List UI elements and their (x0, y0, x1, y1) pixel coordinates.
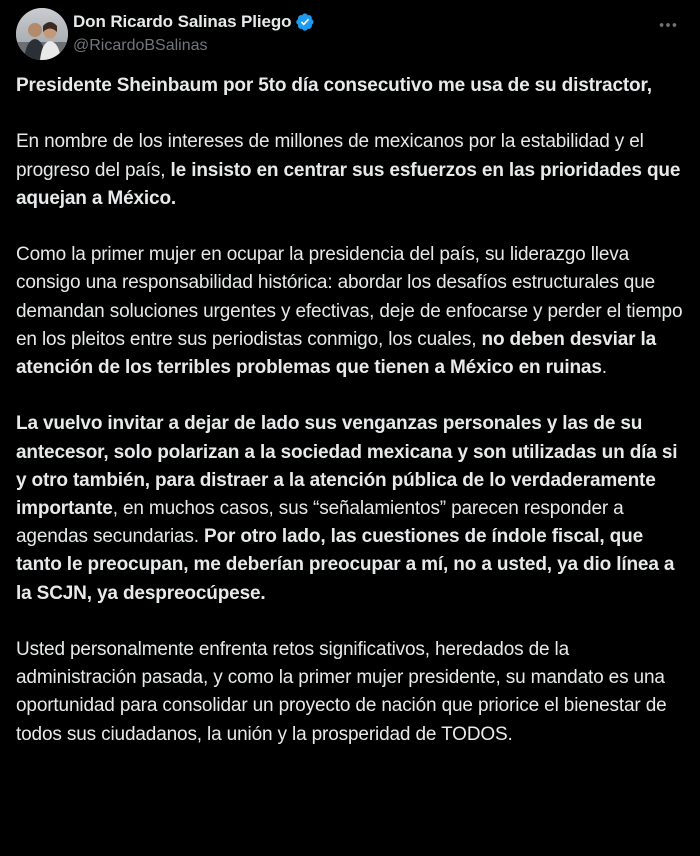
more-options-button[interactable] (654, 14, 682, 36)
tweet-paragraph (16, 410, 692, 607)
author-handle[interactable]: @RicardoBSalinas (73, 37, 208, 54)
tweet-bold-text: no deben desviar la atención de los terribles problemas que tienen a México en ruinas (16, 328, 657, 378)
tweet-bold-text: Presidente Sheinbaum por 5to día consecutivo me usa de su distractor, (16, 75, 652, 96)
author-display-name[interactable]: Don Ricardo Salinas Pliego (73, 12, 292, 31)
tweet-paragraph (16, 72, 692, 100)
tweet-bold-text: La vuelvo invitar a dejar de lado sus venganzas personales y las de su antecesor, solo polarizan a la sociedad mexicana y son utilizadas un día si y otro también, para distraer a la atención pública de lo verdaderamente importante (16, 413, 678, 519)
tweet-paragraph (16, 128, 692, 213)
avatar-photo-icon (16, 8, 68, 60)
tweet-paragraph (16, 241, 692, 382)
name-row (73, 10, 315, 34)
tweet-text-span: . (601, 357, 607, 378)
more-horizontal-icon (657, 14, 679, 36)
tweet-bold-text: Por otro lado, las cuestiones de índole fiscal, que tanto le preocupan, me deberían preocupar a mí, no a usted, ya dio línea a la SCJN, ya despreocúpese. (16, 526, 675, 604)
tweet-text (16, 72, 692, 777)
tweet-header (16, 8, 684, 60)
tweet-bold-text: le insisto en centrar sus esfuerzos en las prioridades que aquejan a México. (16, 159, 681, 209)
tweet-text-span: , en muchos casos, sus “señalamientos” parecen responder a agendas secundarias. (16, 498, 624, 548)
verified-badge-icon (295, 12, 315, 32)
tweet-text-span: Como la primer mujer en ocupar la presidencia del país, su liderazgo lleva consigo una responsabilidad histórica: abordar los desafíos estructurales que demandan soluciones urgentes y efectivas, deje de enfocarse y perder el tiempo en los pleitos entre sus periodistas conmigo, los cuales, (16, 244, 683, 350)
avatar[interactable] (16, 8, 68, 60)
tweet-text-span: En nombre de los intereses de millones de mexicanos por la estabilidad y el progreso del país, (16, 131, 644, 181)
user-info (73, 10, 315, 55)
tweet-paragraph (16, 636, 692, 749)
tweet-text-span: Usted personalmente enfrenta retos significativos, heredados de la administración pasada, y como la primer mujer presidente, su mandato es una oportunidad para consolidar un proyecto de nación que priorice el bienestar de todos sus ciudadanos, la unión y la prosperidad de TODOS. (16, 639, 667, 745)
